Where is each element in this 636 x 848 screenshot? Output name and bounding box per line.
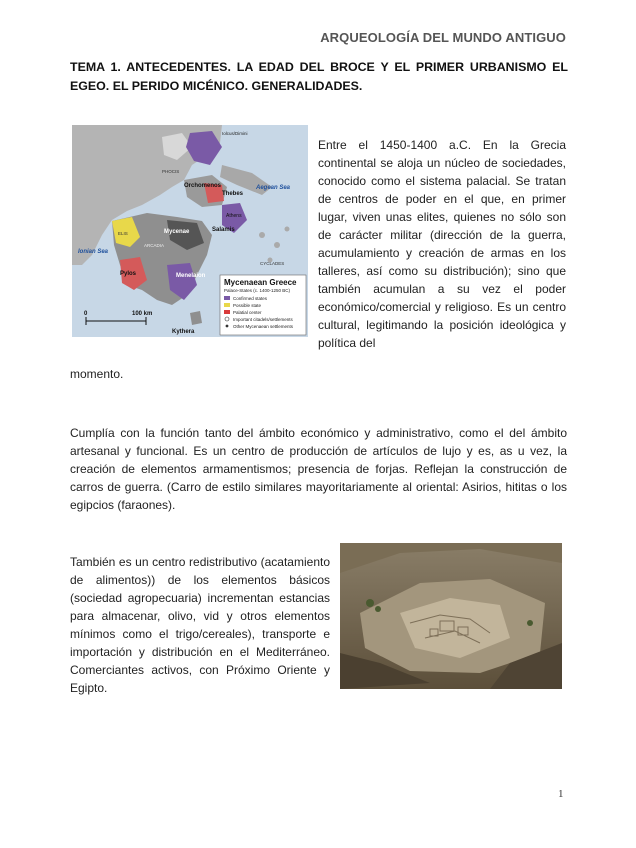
map-label-thebes: Thebes (222, 191, 244, 197)
map-label-menelaion: Menelaion (176, 273, 206, 279)
map-scale-end: 100 km (132, 311, 153, 317)
map-label-iolcus: Iolcus/Dimini (222, 131, 248, 136)
map-legend-item: Other Mycenaean settlements (233, 324, 294, 329)
map-legend-item: Possible state (233, 303, 262, 308)
map-label-phocis: PHOCIS (162, 169, 180, 174)
map-label-kythera: Kythera (172, 329, 195, 335)
map-title: Mycenaean Greece (224, 278, 297, 287)
mycenaean-greece-map (72, 125, 308, 337)
map-label-cyclades: CYCLADES (260, 261, 285, 266)
map-scale-start: 0 (84, 311, 88, 317)
map-label-aegean: Aegean Sea (256, 185, 291, 191)
map-label-ionian: Ionian Sea (78, 249, 109, 255)
map-label-athens: Athens (226, 213, 242, 219)
running-head: ARQUEOLOGÍA DEL MUNDO ANTIGUO (320, 30, 566, 45)
map-subtitle: Palace-States (c. 1400-1250 BC) (224, 288, 291, 293)
map-label-mycenae: Mycenae (164, 229, 190, 235)
paragraph-palatial-system: Entre el 1450-1400 a.C. En la Grecia continental se aloja un núcleo de sociedades, conocido como el sistema palacial. Se tratan de centros de poder en el que, en primer lugar, viven unas elites, quienes no sólo son de carácter militar (dirección de la guerra, acumulamiento y creación de armas en los talleres, así como su distribución); sino que también acumulan a su vez el poder económico/comercial y religioso. Es un centro cultural, legitimando la posición ideológica y política del (318, 138, 566, 350)
section-title: TEMA 1. ANTECEDENTES. LA EDAD DEL BROCE Y EL PRIMER URBANISMO EL EGEO. EL PERIDO MICÉNICO. GENERALIDADES. (70, 60, 568, 93)
paragraph-palatial-system-end: momento. (70, 367, 124, 381)
citadel-aerial-photo (340, 543, 562, 689)
map-label-orchomenos: Orchomenos (184, 183, 222, 189)
map-label-arcadia: ARCADIA (144, 243, 165, 248)
page-number: 1 (558, 788, 564, 800)
paragraph-redistribution: También es un centro redistributivo (acatamiento de alimentos)) de los elementos básicos (sociedad agropecuaria) incrementan estancias para almacenar, olivo, vid y otros elementos mínimos como el trigo/cereales), transporte e importación y distribución en el Mediterráneo. Comerciantes activos, con Próximo Oriente y Egipto. (70, 555, 330, 695)
map-legend-item: Important citadels/settlements (233, 317, 293, 322)
map-label-elis: ELIS (118, 231, 128, 236)
map-legend-item: Confirmed states (233, 296, 268, 301)
map-label-pylos: Pylos (120, 271, 137, 277)
map-label-salamis: Salamis (212, 227, 235, 233)
paragraph-economic-function: Cumplía con la función tanto del ámbito económico y administrativo, como el del ámbito artesanal y funcional. Es un centro de producción de artículos de lujo y es, as u vez, la creación de elementos armamentismos; presencia de forjas. Reflejan la construcción de carros de guerra. (Carro de estilo similares mayoritariamente al oriental: Asirios, hititas o los egipcios (faraones). (70, 426, 567, 512)
map-legend-item: Palatial center (233, 310, 262, 315)
